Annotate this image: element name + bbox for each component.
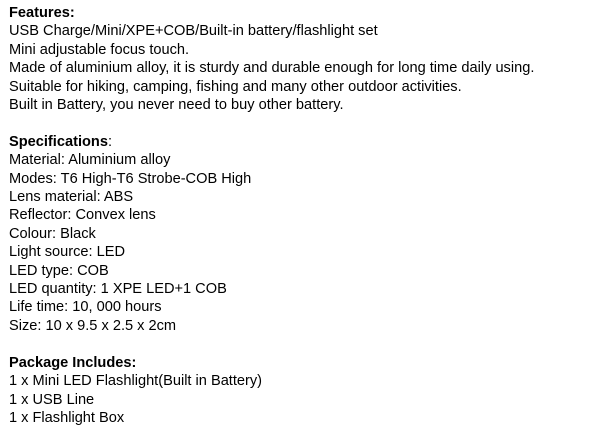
spec-line: LED quantity: 1 XPE LED+1 COB bbox=[9, 281, 227, 298]
spec-line: Light source: LED bbox=[9, 244, 126, 261]
spec-line: Reflector: Convex lens bbox=[9, 207, 156, 224]
features-line: USB Charge/Mini/XPE+COB/Built-in battery/flashlight set bbox=[9, 23, 378, 40]
features-section bbox=[9, 4, 595, 114]
spec-line: Lens material: ABS bbox=[9, 189, 134, 206]
features-line: Built in Battery, you never need to buy other battery. bbox=[9, 97, 344, 114]
specifications-heading-row bbox=[9, 133, 595, 151]
features-heading: Features: bbox=[9, 5, 75, 21]
package-section bbox=[9, 354, 595, 428]
spec-line: Colour: Black bbox=[9, 225, 96, 242]
package-line: 1 x USB Line bbox=[9, 391, 95, 408]
package-heading: Package Includes: bbox=[9, 354, 137, 371]
specifications-section bbox=[9, 133, 595, 335]
spec-line: Size: 10 x 9.5 x 2.5 x 2cm bbox=[9, 317, 177, 334]
specifications-heading-colon: : bbox=[107, 133, 113, 150]
package-line: 1 x Mini LED Flashlight(Built in Battery) bbox=[9, 373, 263, 390]
specifications-heading: Specifications bbox=[9, 133, 108, 150]
features-line: Made of aluminium alloy, it is sturdy and durable enough for long time daily using. bbox=[9, 60, 535, 77]
features-line: Mini adjustable focus touch. bbox=[9, 41, 190, 58]
spec-line: Material: Aluminium alloy bbox=[9, 152, 171, 169]
spec-line: Modes: T6 High-T6 Strobe-COB High bbox=[9, 170, 252, 187]
spec-line: LED type: COB bbox=[9, 262, 109, 279]
package-line: 1 x Flashlight Box bbox=[9, 409, 125, 426]
spec-line: Life time: 10, 000 hours bbox=[9, 299, 162, 316]
features-line: Suitable for hiking, camping, fishing and many other outdoor activities. bbox=[9, 78, 462, 95]
